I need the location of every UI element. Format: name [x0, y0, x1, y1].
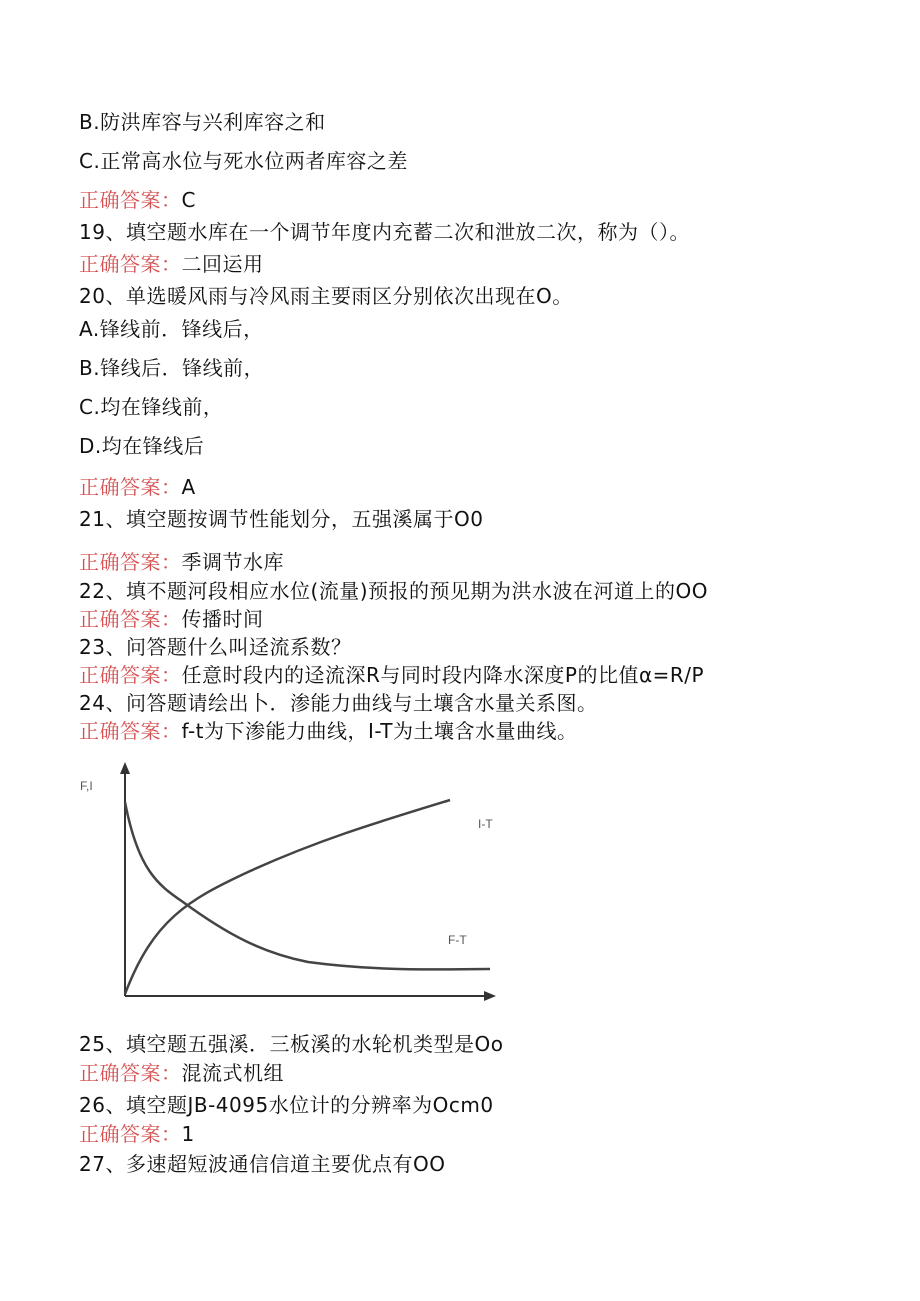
answer-label: 正确答案： — [79, 1122, 182, 1146]
option-d-q20: D.均在锋线后 — [79, 434, 205, 458]
question-19: 19、填空题水库在一个调节年度内充蓄二次和泄放二次，称为（）。 — [79, 220, 690, 244]
answer-value: 1 — [181, 1122, 195, 1146]
answer-value: 季调节水库 — [181, 550, 284, 574]
answer-label: 正确答案： — [79, 607, 182, 631]
i-t-label: I-T — [478, 817, 493, 831]
option-a-q20: A.锋线前．锋线后， — [79, 317, 264, 341]
answer-value: 混流式机组 — [181, 1061, 284, 1085]
answer-q21 — [79, 549, 284, 575]
x-axis-arrow — [484, 991, 496, 1001]
answer-label: 正确答案： — [79, 475, 182, 499]
f-t-curve — [125, 802, 490, 969]
question-22: 22、填不题河段相应水位(流量)预报的预见期为洪水波在河道上的OO — [79, 579, 709, 603]
question-23: 23、问答题什么叫迳流系数？ — [79, 635, 352, 659]
answer-q18 — [79, 187, 196, 213]
answer-q25 — [79, 1060, 284, 1086]
answer-value: 二回运用 — [181, 252, 264, 276]
question-24: 24、问答题请绘出卜．渗能力曲线与土壤含水量关系图。 — [79, 691, 598, 715]
answer-q23 — [79, 662, 704, 688]
answer-q22 — [79, 606, 264, 632]
question-26: 26、填空题JB-4095水位计的分辨率为Ocm0 — [79, 1093, 494, 1117]
answer-label: 正确答案： — [79, 663, 182, 687]
answer-value: C — [181, 188, 196, 212]
f-t-label: F-T — [448, 933, 467, 947]
answer-label: 正确答案： — [79, 719, 182, 743]
question-25: 25、填空题五强溪．三板溪的水轮机类型是Oo — [79, 1032, 504, 1056]
answer-label: 正确答案： — [79, 1061, 182, 1085]
answer-label: 正确答案： — [79, 188, 182, 212]
answer-q19 — [79, 251, 264, 277]
question-20: 20、单选暖风雨与冷风雨主要雨区分别依次出现在O。 — [79, 284, 573, 308]
option-b-q20: B.锋线后．锋线前， — [79, 356, 265, 380]
option-c-q18: C.正常高水位与死水位两者库容之差 — [79, 149, 408, 173]
answer-value: A — [181, 475, 196, 499]
infiltration-soil-moisture-graph — [78, 760, 518, 1010]
y-axis-arrow — [120, 762, 130, 774]
question-21: 21、填空题按调节性能划分，五强溪属于O0 — [79, 507, 484, 531]
answer-value: 任意时段内的迳流深R与同时段内降水深度P的比值α=R/P — [181, 663, 705, 687]
answer-label: 正确答案： — [79, 252, 182, 276]
answer-value: 传播时间 — [181, 607, 264, 631]
answer-label: 正确答案： — [79, 550, 182, 574]
answer-q20 — [79, 474, 196, 500]
answer-q26 — [79, 1121, 195, 1147]
answer-value: f-t为下渗能力曲线，I-T为土壤含水量曲线。 — [181, 719, 578, 743]
option-b-q18: B.防洪库容与兴利库容之和 — [79, 110, 326, 134]
option-c-q20: C.均在锋线前， — [79, 395, 224, 419]
question-27: 27、多速超短波通信信道主要优点有OO — [79, 1152, 446, 1176]
y-axis-label: F,I — [80, 779, 93, 793]
answer-q24 — [79, 718, 578, 744]
